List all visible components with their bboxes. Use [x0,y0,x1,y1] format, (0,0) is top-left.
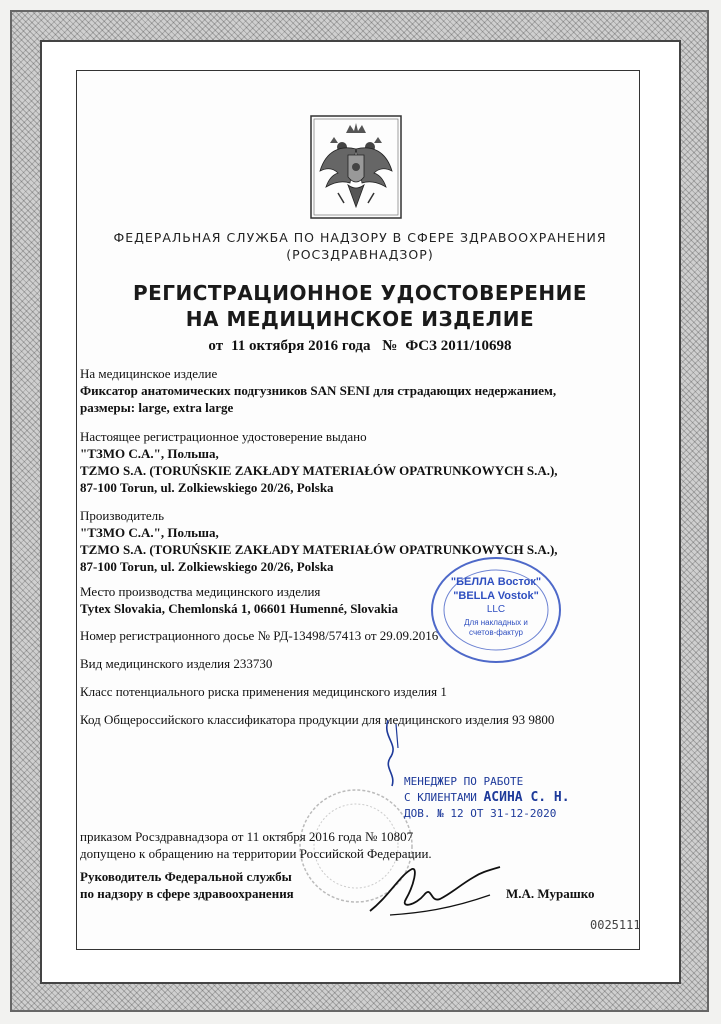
production-site-value: Tytex Slovakia, Chemlonská 1, 06601 Humenné, Slovakia [80,601,398,616]
manufacturer-line1: "ТЗМО С.А.", Польша, [80,525,219,540]
issued-to-line1: "ТЗМО С.А.", Польша, [80,446,219,461]
manufacturer-label: Производитель [80,508,165,523]
stamp-form: LLC [486,604,506,615]
production-site-label: Место производства медицинского изделия [80,584,321,599]
head-title-line2: по надзору в сфере здравоохранения [80,886,294,901]
dossier-number: Номер регистрационного досье № РД-13498/57413 от 29.09.2016 [80,628,439,643]
device-name-line1: Фиксатор анатомических подгузников SAN SENI для страдающих недержанием, [80,383,557,398]
manager-stamp-line2 [404,790,604,806]
registration-number: ФСЗ 2011/10698 [405,338,512,354]
number-sign: № [382,338,398,354]
stamp-purpose-line2: счетов-фактур [469,628,523,637]
issued-to-label: Настоящее регистрационное удостоверение выдано [80,429,367,444]
manager-stamp-line1: МЕНЕДЖЕР ПО РАБОТЕ [404,775,524,788]
coat-of-arms-icon [310,115,402,219]
order-line2: допущено к обращению на территории Российской Федерации. [80,846,432,861]
manufacturer-line2: TZMO S.A. (TORUŃSKIE ZAKŁADY MATERIAŁÓW OPATRUNKOWYCH S.A.), [80,542,558,557]
order-line1: приказом Росздравнадзора от 11 октября 2016 года № 10807 [80,829,414,844]
issued-to-line3: 87-100 Torun, ul. Zolkiewskiego 20/26, Polska [80,480,334,495]
registration-line [100,338,620,355]
issued-to-line2: TZMO S.A. (TORUŃSKIE ZAKŁADY MATERIAŁÓW OPATRUNKOWYCH S.A.), [80,463,558,478]
risk-class: Класс потенциального риска применения медицинского изделия 1 [80,684,447,699]
document-title-line2: НА МЕДИЦИНСКОЕ ИЗДЕЛИЕ [185,307,535,331]
manager-stamp-prefix: С КЛИЕНТАМИ [404,791,477,804]
agency-abbreviation: (РОСЗДРАВНАДЗОР) [286,247,434,262]
device-type: Вид медицинского изделия 233730 [80,656,273,671]
agency-name: ФЕДЕРАЛЬНАЯ СЛУЖБА ПО НАДЗОРУ В СФЕРЕ ЗДРАВООХРАНЕНИЯ [113,230,607,245]
stamp-name-ru: "БЕЛЛА Восток" [450,576,542,588]
stamp-name-en: "BELLA Vostok" [453,590,539,602]
manager-stamp [404,774,604,822]
stamp-purpose-line1: Для накладных и [464,618,528,627]
signature [360,855,510,925]
device-name-line2: размеры: large, extra large [80,400,234,415]
head-name: М.А. Мурашко [506,886,595,901]
registration-date: 11 октября 2016 года [231,338,371,354]
document-title-line1: РЕГИСТРАЦИОННОЕ УДОСТОВЕРЕНИЕ [132,281,588,305]
date-prefix: от [208,338,224,354]
manager-stamp-name: АСИНА С. Н. [483,790,570,805]
okp-code: Код Общероссийского классификатора продукции для медицинского изделия 93 9800 [80,712,555,727]
manager-stamp-line3: ДОВ. № 12 ОТ 31-12-2020 [404,807,557,820]
head-title-line1: Руководитель Федеральной службы [80,869,292,884]
serial-number: 0025111 [590,918,641,932]
company-stamp [428,555,564,665]
device-label: На медицинское изделие [80,366,218,381]
manufacturer-line3: 87-100 Torun, ul. Zolkiewskiego 20/26, Polska [80,559,334,574]
